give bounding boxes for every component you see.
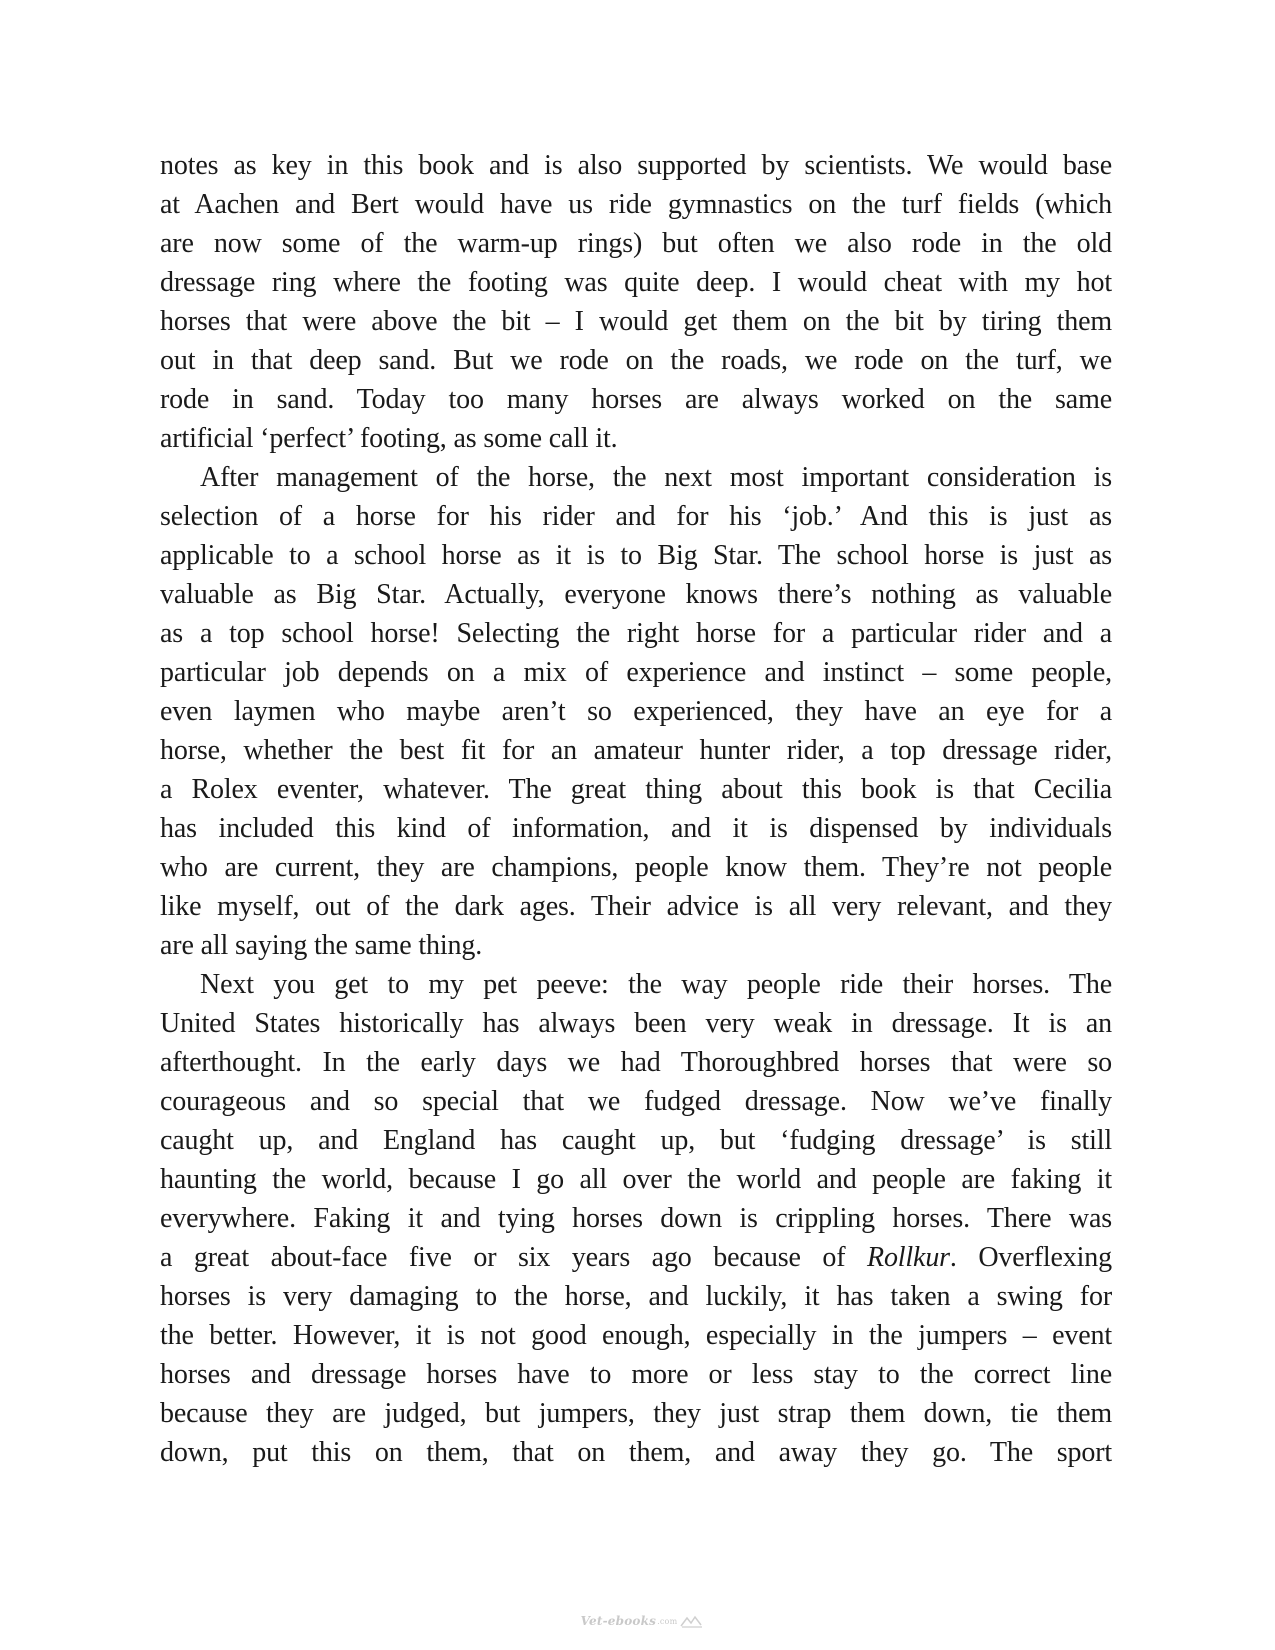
text-line: the better. However, it is not good enough, especially in the jumpers – event bbox=[160, 1320, 1112, 1351]
text-line: down, put this on them, that on them, and away they go. The sport bbox=[160, 1437, 1112, 1468]
text-line: horses is very damaging to the horse, and luckily, it has taken a swing for bbox=[160, 1281, 1112, 1312]
text-line: as a top school horse! Selecting the right horse for a particular rider and a bbox=[160, 618, 1112, 649]
text-segment: . Overflexing bbox=[949, 1242, 1112, 1273]
text-line: artificial ‘perfect’ footing, as some call it. bbox=[160, 423, 618, 454]
text-line: everywhere. Faking it and tying horses down is crippling horses. There was bbox=[160, 1203, 1112, 1234]
text-line: afterthought. In the early days we had Thoroughbred horses that were so bbox=[160, 1047, 1112, 1078]
text-line: are all saying the same thing. bbox=[160, 930, 483, 961]
watermark-domain: .com bbox=[657, 1616, 678, 1626]
text-line: out in that deep sand. But we rode on the roads, we rode on the turf, we bbox=[160, 345, 1112, 376]
italic-term: Rollkur bbox=[866, 1242, 950, 1273]
text-segment: a great about-face five or six years ago because of bbox=[160, 1242, 867, 1273]
text-line: selection of a horse for his rider and for his ‘job.’ And this is just as bbox=[160, 501, 1112, 532]
text-line: like myself, out of the dark ages. Their advice is all very relevant, and they bbox=[160, 891, 1112, 922]
text-line: horse, whether the best fit for an amateur hunter rider, a top dressage rider, bbox=[160, 735, 1112, 766]
watermark-brand: Vet-ebooks bbox=[580, 1614, 657, 1628]
text-line: horses that were above the bit – I would get them on the bit by tiring them bbox=[160, 306, 1112, 337]
text-line: even laymen who maybe aren’t so experienced, they have an eye for a bbox=[160, 696, 1112, 727]
text-line: Next you get to my pet peeve: the way people ride their horses. The bbox=[200, 969, 1112, 1000]
text-line: valuable as Big Star. Actually, everyone knows there’s nothing as valuable bbox=[160, 579, 1112, 610]
text-line: haunting the world, because I go all over the world and people are faking it bbox=[160, 1164, 1112, 1195]
text-line: dressage ring where the footing was quite deep. I would cheat with my hot bbox=[160, 267, 1112, 298]
body-text bbox=[160, 146, 1112, 1472]
text-line: notes as key in this book and is also supported by scientists. We would base bbox=[160, 150, 1112, 181]
text-line: has included this kind of information, and it is dispensed by individuals bbox=[160, 813, 1112, 844]
watermark-logo bbox=[578, 1610, 708, 1632]
text-line bbox=[160, 1238, 1112, 1277]
text-line: because they are judged, but jumpers, they just strap them down, tie them bbox=[160, 1398, 1112, 1429]
text-line: caught up, and England has caught up, but ‘fudging dressage’ is still bbox=[160, 1125, 1112, 1156]
text-line: are now some of the warm-up rings) but often we also rode in the old bbox=[160, 228, 1112, 259]
text-line: a Rolex eventer, whatever. The great thing about this book is that Cecilia bbox=[160, 774, 1112, 805]
text-line: rode in sand. Today too many horses are always worked on the same bbox=[160, 384, 1112, 415]
text-line: applicable to a school horse as it is to Big Star. The school horse is just as bbox=[160, 540, 1112, 571]
text-line: at Aachen and Bert would have us ride gymnastics on the turf fields (which bbox=[160, 189, 1112, 220]
text-line: particular job depends on a mix of experience and instinct – some people, bbox=[160, 657, 1112, 688]
text-line: After management of the horse, the next most important consideration is bbox=[200, 462, 1112, 493]
text-line: United States historically has always been very weak in dressage. It is an bbox=[160, 1008, 1112, 1039]
book-stack-icon bbox=[679, 1614, 705, 1628]
text-line: horses and dressage horses have to more or less stay to the correct line bbox=[160, 1359, 1112, 1390]
text-line: courageous and so special that we fudged dressage. Now we’ve finally bbox=[160, 1086, 1112, 1117]
text-line: who are current, they are champions, people know them. They’re not people bbox=[160, 852, 1112, 883]
